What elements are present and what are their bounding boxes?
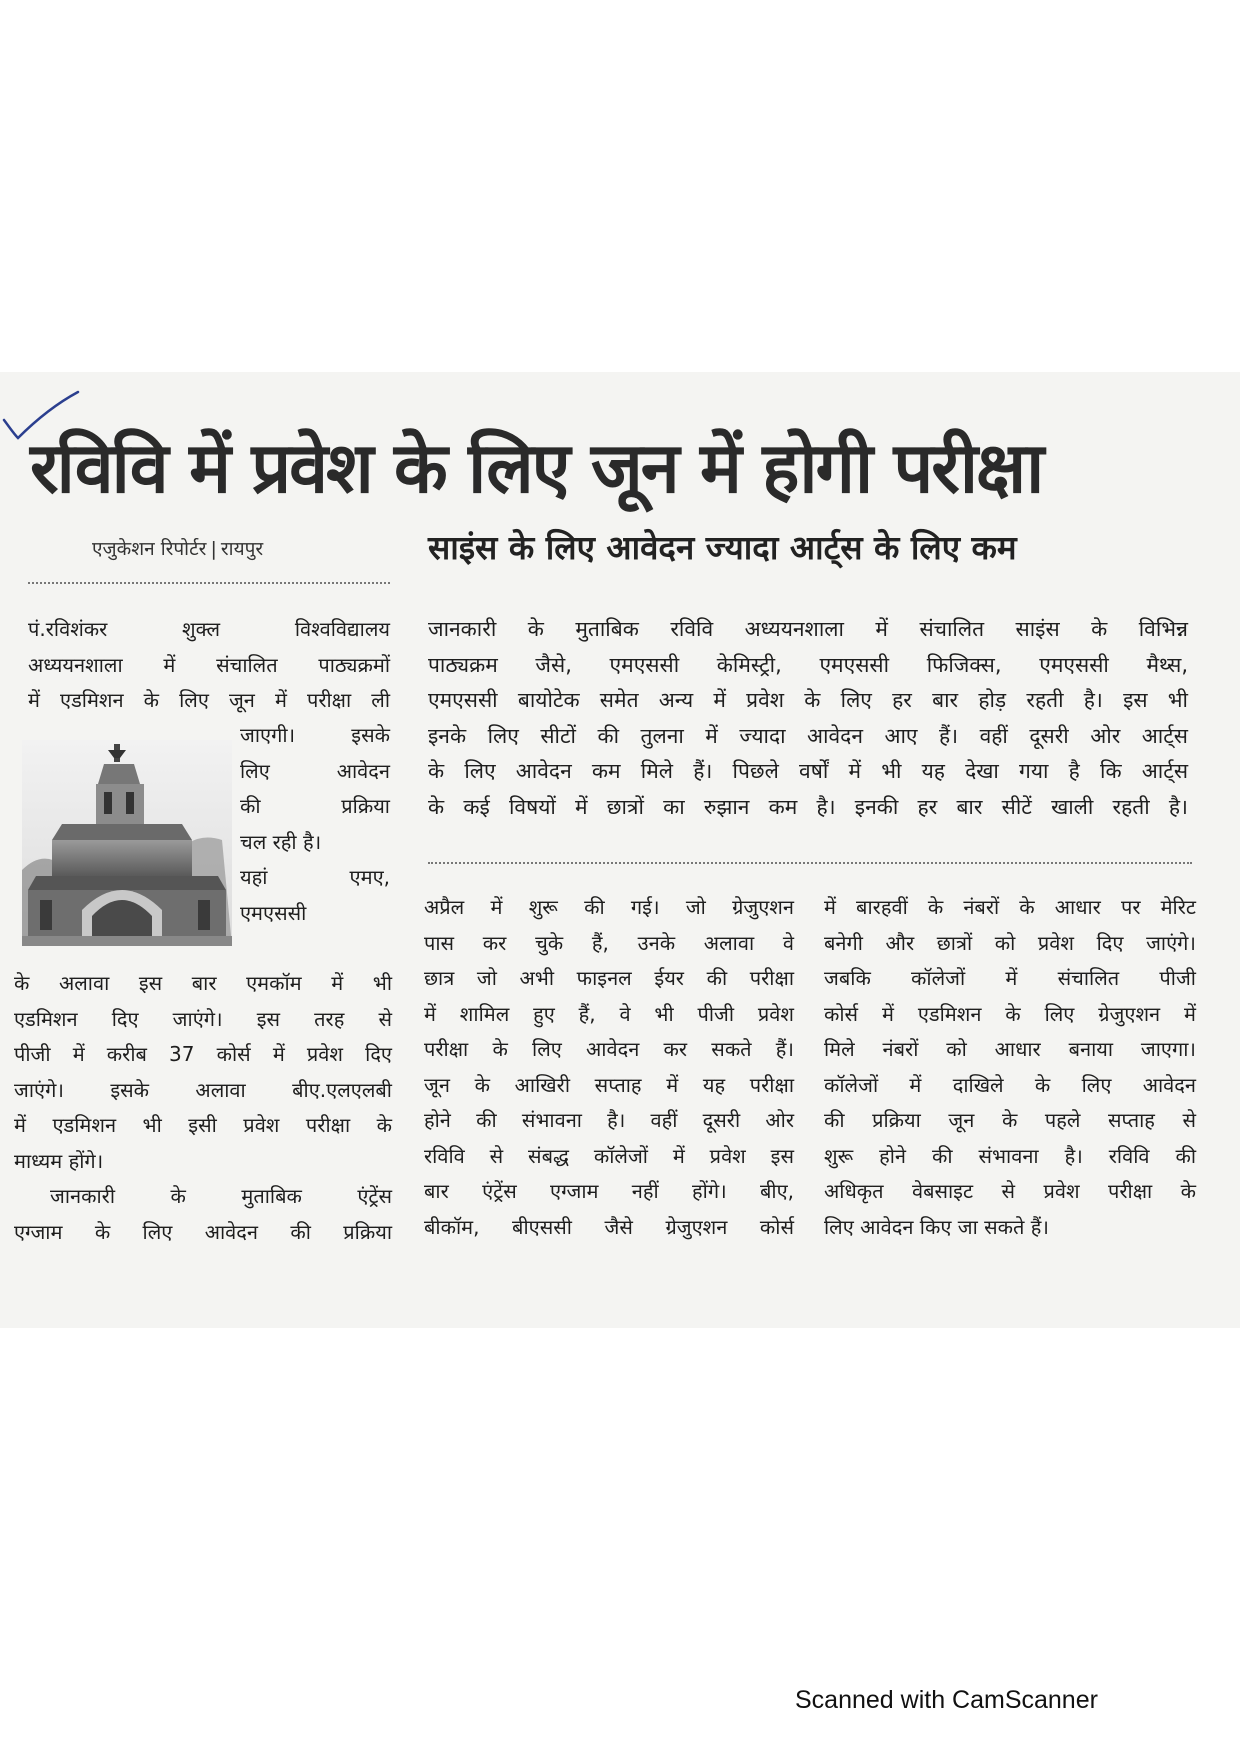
column-1-body — [14, 966, 392, 1250]
text-line: एडमिशन दिए जाएंगे। इस तरह से — [14, 1006, 392, 1031]
text-line: लिए आवेदन किए जा सकते हैं। — [824, 1214, 1049, 1239]
headline: रविवि में प्रवेश के लिए जून में होगी परीक्षा — [30, 427, 1043, 509]
byline-divider — [28, 582, 390, 584]
text-line: अध्ययनशाला में संचालित पाठ्यक्रमों — [28, 652, 391, 677]
camscanner-watermark: Scanned with CamScanner — [795, 1686, 1098, 1714]
text-line: इनके लिए सीटों की तुलना में ज्यादा आवेदन आए हैं। वहीं दूसरी ओर आर्ट्स — [428, 723, 1188, 748]
text-line: रविवि से संबद्ध कॉलेजों में प्रवेश इस — [424, 1143, 795, 1168]
byline — [92, 533, 263, 565]
text-line: पाठ्यक्रम जैसे, एमएससी केमिस्ट्री, एमएससी फिजिक्स, एमएससी मैथ्स, — [428, 652, 1189, 677]
column-3-body — [824, 890, 1196, 1245]
text-line: में बारहवीं के नंबरों के आधार पर मेरिट — [824, 895, 1196, 919]
text-line: यहां एमए, — [240, 865, 390, 889]
section-divider — [428, 862, 1192, 864]
text-line: की प्रक्रिया जून के पहले सप्ताह से — [824, 1108, 1197, 1132]
text-line: जानकारी के मुताबिक एंट्रेंस — [50, 1184, 393, 1208]
text-line: जाएंगे। इसके अलावा बीए.एलएलबी — [14, 1077, 392, 1102]
text-line: बार एंट्रेंस एग्जाम नहीं होंगे। बीए, — [424, 1179, 794, 1203]
column-1-wrap — [240, 718, 390, 931]
text-line: जबकि कॉलेजों में संचालित पीजी — [824, 966, 1196, 990]
text-line: माध्यम होंगे। — [14, 1148, 104, 1173]
column-1-intro — [28, 612, 390, 719]
text-line: एमएससी बायोटेक समेत अन्य में प्रवेश के लिए हर बार होड़ रहती है। इस भी — [428, 688, 1188, 712]
text-line: कॉलेजों में दाखिले के लिए आवेदन — [824, 1072, 1197, 1097]
text-line: जून के आखिरी सप्ताह में यह परीक्षा — [424, 1072, 795, 1097]
byline-reporter: एजुकेशन रिपोर्टर — [92, 538, 207, 560]
science-paragraph — [428, 612, 1188, 825]
text-line: के लिए आवेदन कम मिले हैं। पिछले वर्षों में भी यह देखा गया है कि आर्ट्स — [428, 759, 1189, 783]
text-line: अधिकृत वेबसाइट से प्रवेश परीक्षा के — [824, 1179, 1197, 1203]
text-line: में एडमिशन के लिए जून में परीक्षा ली — [28, 688, 391, 712]
text-line: होने की संभावना है। वहीं दूसरी ओर — [424, 1108, 794, 1132]
text-line: बीकॉम, बीएससी जैसे ग्रेजुएशन कोर्स — [424, 1214, 794, 1239]
text-line: अप्रैल में शुरू की गई। जो ग्रेजुएशन — [424, 895, 794, 919]
column-2-body — [424, 890, 794, 1245]
text-line: एग्जाम के लिए आवेदन की प्रक्रिया — [14, 1219, 393, 1244]
text-line: परीक्षा के लिए आवेदन कर सकते हैं। — [424, 1037, 795, 1061]
byline-city: रायपुर — [220, 538, 264, 560]
text-line: में शामिल हुए हैं, वे भी पीजी प्रवेश — [424, 1001, 794, 1026]
text-line: छात्र जो अभी फाइनल ईयर की परीक्षा — [424, 966, 795, 990]
text-line: लिए आवेदन — [240, 758, 390, 783]
text-line: एमएससी — [240, 900, 307, 925]
subheadline: साइंस के लिए आवेदन ज्यादा आर्ट्स के लिए कम — [428, 528, 1017, 567]
text-line: के कई विषयों में छात्रों का रुझान कम है। इनकी हर बार सीटें खाली रहती है। — [428, 794, 1188, 819]
text-line: चल रही है। — [240, 829, 322, 854]
text-line: के अलावा इस बार एमकॉम में भी — [14, 971, 392, 995]
text-line: जानकारी के मुताबिक रविवि अध्ययनशाला में संचालित साइंस के विभिन्न — [428, 617, 1189, 641]
text-line: मिले नंबरों को आधार बनाया जाएगा। — [824, 1037, 1196, 1061]
text-line: पीजी में करीब 37 कोर्स में प्रवेश दिए — [14, 1042, 392, 1066]
university-building-photo — [22, 740, 232, 946]
text-line: में एडमिशन भी इसी प्रवेश परीक्षा के — [14, 1113, 393, 1137]
text-line: बनेगी और छात्रों को प्रवेश दिए जाएंगे। — [824, 930, 1196, 955]
text-line: कोर्स में एडमिशन के लिए ग्रेजुएशन में — [824, 1001, 1197, 1026]
text-line: शुरू होने की संभावना है। रविवि की — [824, 1143, 1197, 1168]
text-line: जाएगी। इसके — [240, 723, 390, 747]
text-line: पास कर चुके हैं, उनके अलावा वे — [424, 930, 794, 955]
byline-separator: | — [210, 538, 217, 560]
text-line: पं.रविशंकर शुक्ल विश्वविद्यालय — [28, 617, 390, 641]
text-line: की प्रक्रिया — [240, 794, 390, 818]
